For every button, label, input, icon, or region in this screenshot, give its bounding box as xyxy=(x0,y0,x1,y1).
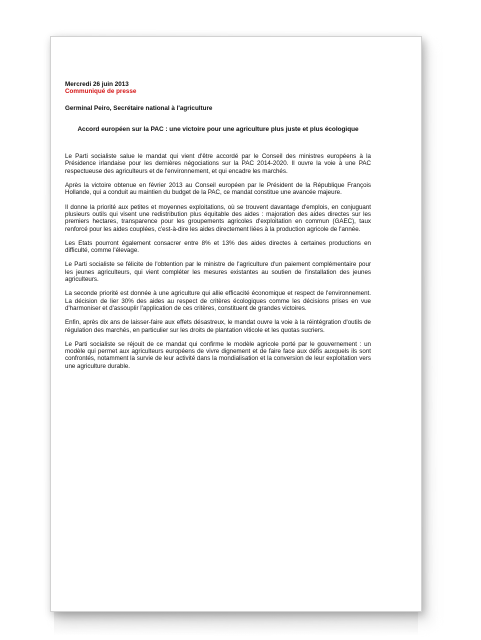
paragraph: Les Etats pourront également consacrer entre 8% et 13% des aides directes à certaines productions en difficulté, comme l'élevage. xyxy=(65,239,371,255)
paragraph: Après la victoire obtenue en février 2013 au Conseil européen par le Président de la République François Hollande, qui a conduit au maintien du budget de la PAC, ce mandat constitue une avancée majeure. xyxy=(65,182,371,197)
document-author: Germinal Peiro, Secrétaire national à l'agriculture xyxy=(65,104,213,112)
document-type-label: Communiqué de presse xyxy=(65,88,137,96)
document-content xyxy=(65,81,371,377)
paragraph: Le Parti socialiste se félicite de l'obtention par le ministre de l'agriculture d'un paiement complémentaire pour les jeunes agriculteurs, qui vient compléter les mesures existantes au soutien de l'installation des jeunes agriculteurs. xyxy=(65,261,371,284)
paragraph: La seconde priorité est donnée à une agriculture qui allie efficacité économique et respect de l'environnement. La décision de lier 30% des aides au respect de critères écologiques comme les décisions prises en vue d'harmoniser et d'assouplir l'application de ces critères, constituent de grandes victoires. xyxy=(65,290,371,312)
paragraph: Le Parti socialiste salue le mandat qui vient d'être accordé par le Conseil des ministres européens à la Présidence irlandaise pour les dernières négociations sur la PAC 2014-2020. Il ouvre la voie à une PAC respectueuse des agriculteurs et de l'environnement, et qui encadre les marchés. xyxy=(65,153,371,175)
document-page xyxy=(50,36,422,612)
paragraph: Il donne la priorité aux petites et moyennes exploitations, où se trouvent davantage d'emplois, en conjuguant plusieurs outils qui visent une redistribution plus équitable des aides : majoration des aides directes sur les premiers hectares, transparence pour les groupements agricoles d'exploitation en commun (GAEC), taux renforcé pour les aides couplées, c'est-à-dire les aides directement liées à la production agricole de l'année. xyxy=(65,203,371,233)
page-reflection xyxy=(54,612,418,636)
document-title: Accord européen sur la PAC : une victoire pour une agriculture plus juste et plus écologique xyxy=(77,125,359,133)
paragraph: Enfin, après dix ans de laisser-faire aux effets désastreux, le mandat ouvre la voie à la réintégration d'outils de régulation des marchés, en particulier sur les droits de plantation viticole et les quotas sucriers. xyxy=(65,319,371,334)
document-date: Mercredi 26 juin 2013 xyxy=(65,81,129,88)
paragraph: Le Parti socialiste se réjouit de ce mandat qui confirme le modèle agricole porté par le gouvernement : un modèle qui permet aux agriculteurs européens de vivre dignement et de faire face aux défis auxquels ils sont confrontés, notamment la survie de leur activité dans la mondialisation et la conversion de leur exploitation vers une agriculture durable. xyxy=(65,340,371,370)
